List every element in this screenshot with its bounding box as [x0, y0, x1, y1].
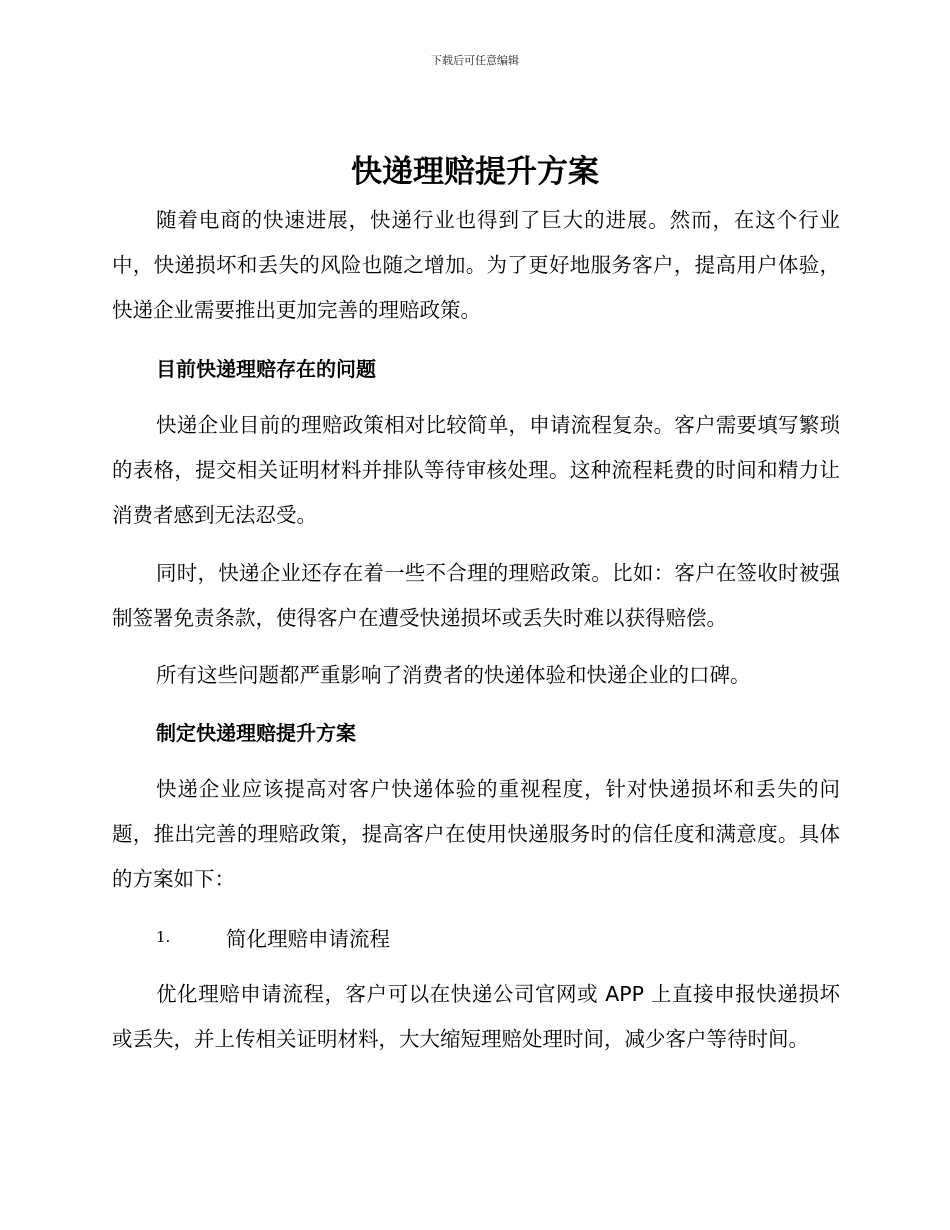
problems-paragraph-3: 所有这些问题都严重影响了消费者的快递体验和快递企业的口碑。	[156, 663, 751, 687]
section-heading-plan: 制定快递理赔提升方案	[156, 721, 356, 745]
list-item-label: 简化理赔申请流程	[226, 927, 390, 951]
intro-paragraph: 随着电商的快速进展，快递行业也得到了巨大的进展。然而，在这个行业中，快递损坏和丢失的风险也随之增加。为了更好地服务客户，提高用户体验，快递企业需要推出更加完善的理赔政策。	[112, 208, 840, 322]
list-item-detail: 优化理赔申请流程，客户可以在快递公司官网或 APP 上直接申报快递损坏或丢失，并上传相关证明材料，大大缩短理赔处理时间，减少客户等待时间。	[112, 982, 840, 1051]
document-title: 快递理赔提升方案	[351, 154, 599, 190]
header-note: 下载后可任意编辑	[431, 54, 519, 67]
list-item-number: 1.	[156, 928, 171, 946]
section-heading-problems: 目前快递理赔存在的问题	[156, 357, 376, 381]
list-item	[156, 922, 390, 952]
problems-paragraph-2: 同时，快递企业还存在着一些不合理的理赔政策。比如：客户在签收时被强制签署免责条款，使得客户在遭受快递损坏或丢失时难以获得赔偿。	[112, 561, 840, 630]
plan-paragraph: 快递企业应该提高对客户快递体验的重视程度，针对快递损坏和丢失的问题，推出完善的理赔政策，提高客户在使用快递服务时的信任度和满意度。具体的方案如下：	[112, 777, 840, 891]
problems-paragraph-1: 快递企业目前的理赔政策相对比较简单，申请流程复杂。客户需要填写繁琐的表格，提交相关证明材料并排队等待审核处理。这种流程耗费的时间和精力让消费者感到无法忍受。	[112, 413, 840, 527]
